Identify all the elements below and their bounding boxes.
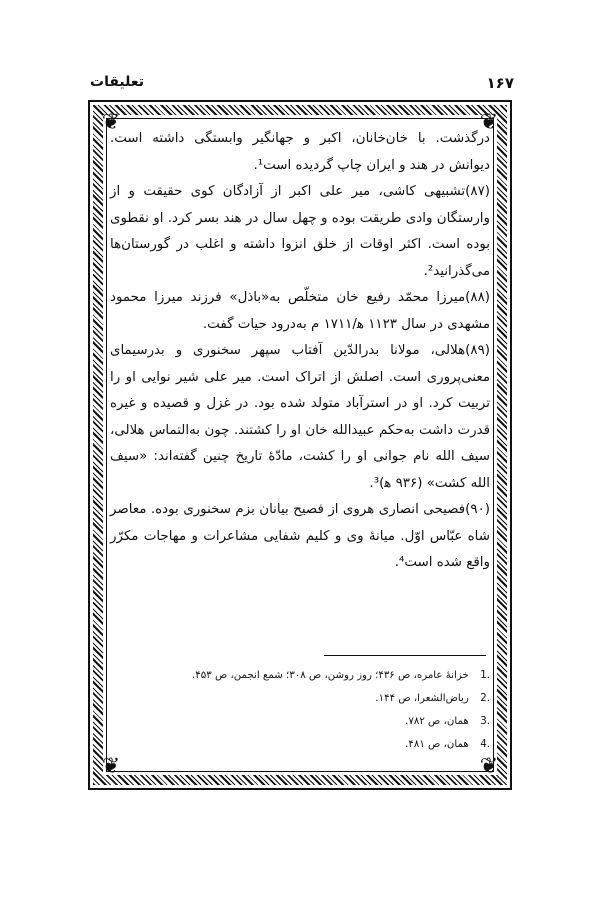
footnote — [110, 687, 490, 710]
paragraph-entry-88: (۸۸)میرزا محمّد رفیع خان متخلّص به«باذل» فرزند میرزا محمود مشهدی در سال ۱۱۲۳ ه‍/۱۷۱۱ م به‌درود حیات گفت. — [110, 290, 490, 332]
paragraph: درگذشت. با خان‌خانان، اکبر و جهانگیر وابستگی داشته است. دیوانش در هند و ایران چاپ گردیده است¹. — [110, 131, 490, 173]
section-title: تعلیقات — [90, 74, 144, 90]
footnote-text: ریاض‌الشعرا، ص ۱۴۴. — [375, 693, 469, 704]
page-number: ۱۶۷ — [486, 74, 514, 92]
page-header — [90, 74, 514, 96]
footnote-text: همان، ص ۴۸۱. — [405, 739, 469, 750]
paragraph-entry-89: (۸۹)هلالی، مولانا بدرالدّین آفتاب سپهر سخنوری و بدرسیمای معنی‌پروری است. اصلش از اتراک است. میر علی شیر نوایی او را تربیت کرد. او در استرآباد متولد شده بود. در غزل و قصیده و غیره قدرت داشت به‌حکم عبیدالله خان او را کشتند. چون به‌التماس هلالی، سیف الله نام جوانی او را کشت، مادّهٔ تاریخ چنین گفته‌اند: «سیف الله کشت» (۹۳۶ ه‍)³. — [110, 343, 490, 491]
footnote-separator — [324, 655, 486, 656]
footnote-text: خزانهٔ عامره، ص ۴۳۶؛ روز روشن، ص ۳۰۸؛ شمع انجمن، ص ۴۵۳. — [192, 670, 469, 681]
footnote — [110, 733, 490, 756]
footnote-number: .2 — [480, 693, 490, 704]
footnotes — [110, 664, 490, 756]
corner-ornament-icon: ❦ — [479, 110, 499, 135]
corner-ornament-icon: ❦ — [101, 110, 121, 135]
paragraph-entry-90: (۹۰)فصیحی انصاری هروی از فصیح بیانان بزم سخنوری بوده. معاصر شاه عبّاس اوّل. میانهٔ وی و کلیم شفایی مشاعرات و مهاجات مکرّر واقع شده است⁴. — [110, 502, 490, 570]
footnote-number: .1 — [480, 670, 490, 681]
corner-ornament-icon: ❦ — [101, 754, 121, 779]
body-text — [110, 126, 490, 577]
footnote — [110, 710, 490, 733]
footnote — [110, 664, 490, 687]
footnote-number: .3 — [480, 716, 490, 727]
footnote-number: .4 — [480, 739, 490, 750]
paragraph-entry-87: (۸۷)تشبیهی کاشی، میر علی اکبر از آزادگان کوی حقیقت و از وارستگان وادی طریقت بوده و چهل سال در هند بسر کرد. او نقطوی بوده است. اکثر اوقات از خلق انزوا داشته و اغلب در گورستان‌ها می‌گذرانید². — [110, 184, 490, 279]
corner-ornament-icon: ❦ — [479, 754, 499, 779]
footnote-text: همان، ص ۷۸۲. — [405, 716, 469, 727]
